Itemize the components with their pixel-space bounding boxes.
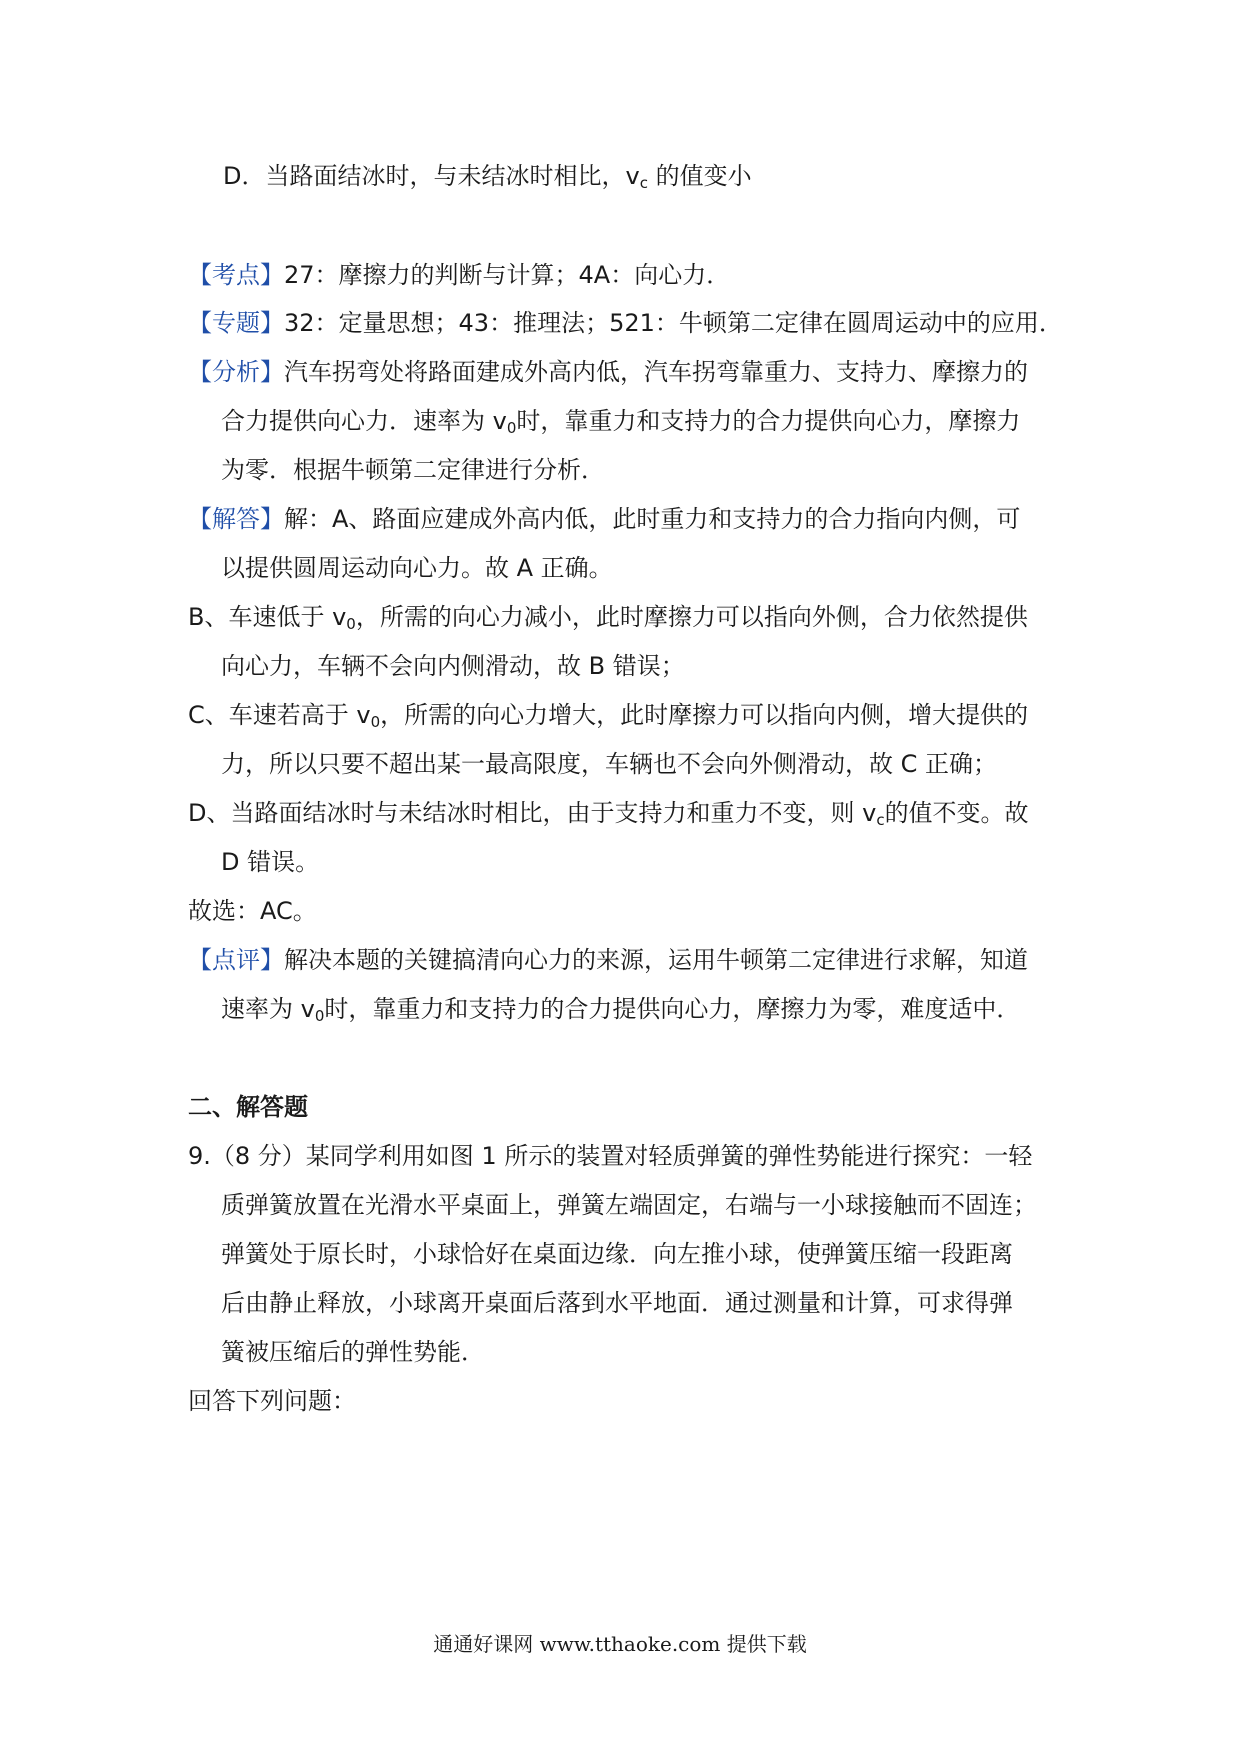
fenxi-text-1: 汽车拐弯处将路面建成外高内低，汽车拐弯靠重力、支持力、摩擦力的 xyxy=(284,358,1028,386)
subscript: 0 xyxy=(370,713,381,731)
q9-line-6 xyxy=(188,1384,356,1418)
q9-text-5: 簧被压缩后的弹性势能． xyxy=(221,1338,485,1366)
answer-text: 故选：AC。 xyxy=(188,897,317,925)
kaodian-tag: 【考点】 xyxy=(188,261,284,289)
jieda-line-2 xyxy=(221,551,613,585)
fenxi-text-3: 为零．根据牛顿第二定律进行分析． xyxy=(221,456,605,484)
q9-text-6: 回答下列问题： xyxy=(188,1387,356,1415)
jieda-c-line-1 xyxy=(188,698,1028,739)
option-d xyxy=(223,159,752,200)
jieda-line-1 xyxy=(188,502,1020,536)
dianping-text-1: 解决本题的关键搞清向心力的来源，运用牛顿第二定律进行求解，知道 xyxy=(284,946,1028,974)
section-heading-text: 二、解答题 xyxy=(188,1093,308,1121)
dianping-text-2: 速率为 v xyxy=(221,995,315,1023)
jieda-tag: 【解答】 xyxy=(188,505,284,533)
q9-text-1: 9.（8 分）某同学利用如图 1 所示的装置对轻质弹簧的弹性势能进行探究：一轻 xyxy=(188,1142,1033,1170)
c-text-tail: ，所需的向心力增大，此时摩擦力可以指向内侧，增大提供的 xyxy=(380,701,1029,729)
zhuanti-text: 32：定量思想；43：推理法；521：牛顿第二定律在圆周运动中的应用． xyxy=(284,309,1063,337)
jieda-b-line-2 xyxy=(221,649,685,683)
subscript: c xyxy=(876,811,885,829)
kaodian-line xyxy=(188,258,730,292)
c-text: C、车速若高于 v xyxy=(188,701,371,729)
b-text: B、车速低于 v xyxy=(188,603,347,631)
jieda-d-line-1 xyxy=(188,796,1029,837)
footer xyxy=(0,1628,1240,1657)
dianping-line-2 xyxy=(221,992,1020,1033)
dianping-text-2-tail: 时，靠重力和支持力的合力提供向心力，摩擦力为零，难度适中． xyxy=(324,995,1021,1023)
fenxi-text-2-tail: 时，靠重力和支持力的合力提供向心力，摩擦力 xyxy=(516,407,1021,435)
option-d-text: D．当路面结冰时，与未结冰时相比，v xyxy=(223,162,640,190)
jieda-text-1: 解：A、路面应建成外高内低，此时重力和支持力的合力指向内侧，可 xyxy=(284,505,1021,533)
q9-text-2: 质弹簧放置在光滑水平桌面上，弹簧左端固定，右端与一小球接触而不固连； xyxy=(221,1191,1037,1219)
q9-line-4 xyxy=(221,1286,1013,1320)
jieda-d-line-2 xyxy=(221,845,319,879)
q9-line-3 xyxy=(221,1237,1013,1271)
jieda-b-line-1 xyxy=(188,600,1028,641)
zhuanti-tag: 【专题】 xyxy=(188,309,284,337)
fenxi-text-2: 合力提供向心力．速率为 v xyxy=(221,407,507,435)
option-d-tail: 的值变小 xyxy=(647,162,752,190)
jieda-text-2: 以提供圆周运动向心力。故 A 正确。 xyxy=(221,554,613,582)
q9-line-5 xyxy=(221,1335,485,1369)
q9-line-1 xyxy=(188,1139,1032,1173)
subscript: c xyxy=(639,174,648,192)
q9-text-3: 弹簧处于原长时，小球恰好在桌面边缘．向左推小球，使弹簧压缩一段距离 xyxy=(221,1240,1013,1268)
fenxi-line-1 xyxy=(188,355,1028,389)
fenxi-line-2 xyxy=(221,404,1020,445)
jieda-c-line-2 xyxy=(221,747,997,781)
q9-line-2 xyxy=(221,1188,1037,1222)
section-heading xyxy=(188,1090,308,1124)
subscript: 0 xyxy=(346,615,356,633)
answer-line xyxy=(188,894,317,928)
kaodian-text: 27：摩擦力的判断与计算；4A：向心力． xyxy=(284,261,731,289)
d-text-tail: 的值不变。故 xyxy=(884,799,1029,827)
b-text-tail: ，所需的向心力减小，此时摩擦力可以指向外侧，合力依然提供 xyxy=(355,603,1028,631)
b-text-2: 向心力，车辆不会向内侧滑动，故 B 错误； xyxy=(221,652,685,680)
dianping-tag: 【点评】 xyxy=(188,946,284,974)
c-text-2: 力，所以只要不超出某一最高限度，车辆也不会向外侧滑动，故 C 正确； xyxy=(221,750,998,778)
fenxi-tag: 【分析】 xyxy=(188,358,284,386)
d-text-2: D 错误。 xyxy=(221,848,320,876)
subscript: 0 xyxy=(506,419,517,437)
q9-text-4: 后由静止释放，小球离开桌面后落到水平地面．通过测量和计算，可求得弹 xyxy=(221,1289,1013,1317)
footer-text: 通通好课网 www.tthaoke.com 提供下载 xyxy=(433,1632,807,1656)
d-text: D、当路面结冰时与未结冰时相比，由于支持力和重力不变，则 v xyxy=(188,799,877,827)
zhuanti-line xyxy=(188,306,1063,340)
fenxi-line-3 xyxy=(221,453,605,487)
subscript: 0 xyxy=(314,1007,325,1025)
dianping-line-1 xyxy=(188,943,1028,977)
